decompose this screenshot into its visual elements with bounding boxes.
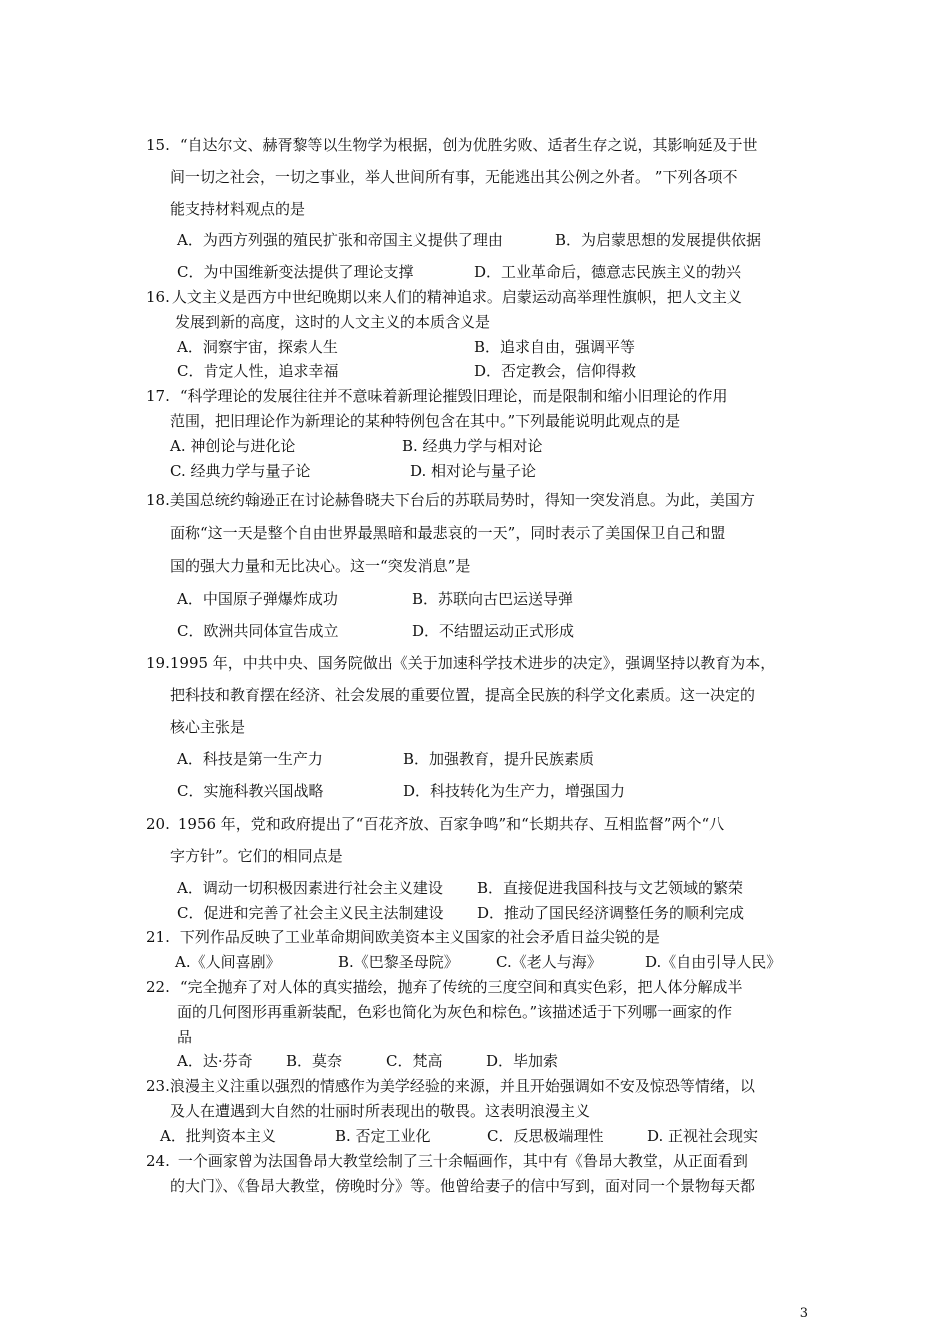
option-a: A．批判资本主义 — [160, 1127, 276, 1145]
question-number: 22. — [146, 978, 170, 996]
option-b: B．直接促进我国科技与文艺领域的繁荣 — [477, 879, 744, 897]
question-number: 16. — [146, 288, 170, 306]
question-15-line-1 — [146, 135, 758, 155]
option-c: C．梵高 — [386, 1052, 443, 1070]
option-d: D．否定教会，信仰得救 — [474, 362, 637, 380]
question-number: 19. — [146, 654, 170, 672]
question-21-text: 下列作品反映了工业革命期间欧美资本主义国家的社会矛盾日益尖锐的是 — [179, 928, 660, 946]
option-b: B．苏联向古巴运送导弹 — [412, 590, 574, 608]
question-19-text: 1995 年，中共中央、国务院做出《关于加速科学技术进步的决定》，强调坚持以教育为本， — [169, 654, 776, 672]
question-16-line-2: 发展到新的高度，这时的人文主义的本质含义是 — [175, 313, 491, 331]
question-17-line-1 — [146, 386, 728, 406]
question-22-line-2: 面的几何图形再重新装配，色彩也简化为灰色和棕色。”该描述适于下列哪一画家的作 — [177, 1003, 733, 1021]
question-20-line-1 — [146, 814, 724, 834]
option-a: A．为西方列强的殖民扩张和帝国主义提供了理由 — [177, 231, 503, 249]
option-a: A．调动一切积极因素进行社会主义建设 — [177, 879, 443, 897]
option-b: B．为启蒙思想的发展提供依据 — [555, 231, 762, 249]
question-23-text: 浪漫主义注重以强烈的情感作为美学经验的来源，并且开始强调如不安及惊恐等情绪，以 — [169, 1077, 755, 1095]
question-16-line-1 — [146, 287, 742, 307]
option-d: D．推动了国民经济调整任务的顺利完成 — [477, 904, 745, 922]
option-d: D. 相对论与量子论 — [410, 462, 537, 480]
option-d: D．不结盟运动正式形成 — [412, 622, 575, 640]
question-17-line-2: 范围，把旧理论作为新理论的某种特例包含在其中。”下列最能说明此观点的是 — [170, 412, 681, 430]
option-b: B．莫奈 — [286, 1052, 343, 1070]
question-22-line-1 — [146, 977, 743, 997]
question-number: 24. — [146, 1152, 170, 1170]
question-24-text: 一个画家曾为法国鲁昂大教堂绘制了三十余幅画作，其中有《鲁昂大教堂，从正面看到 — [177, 1152, 748, 1170]
option-c: C．实施科教兴国战略 — [177, 782, 324, 800]
question-24-line-2: 的大门》、《鲁昂大教堂，傍晚时分》等。他曾给妻子的信中写到，面对同一个景物每天都 — [170, 1177, 756, 1195]
question-23-line-2: 及人在遭遇到大自然的壮丽时所表现出的敬畏。这表明浪漫主义 — [170, 1102, 591, 1120]
option-a: A．洞察宇宙，探索人生 — [177, 338, 338, 356]
question-15-line-3: 能支持材料观点的是 — [170, 200, 306, 218]
question-18-line-1 — [146, 490, 755, 510]
option-b: B. 经典力学与相对论 — [402, 437, 543, 455]
question-18-text: 美国总统约翰逊正在讨论赫鲁晓夫下台后的苏联局势时，得知一突发消息。为此，美国方 — [169, 491, 755, 509]
question-18-line-2: 面称“这一天是整个自由世界最黑暗和最悲哀的一天”，同时表示了美国保卫自己和盟 — [170, 524, 726, 542]
option-d: D.《自由引导人民》 — [645, 953, 782, 971]
option-a: A．达·芬奇 — [177, 1052, 253, 1070]
option-c: C．反思极端理性 — [487, 1127, 604, 1145]
question-22-line-3: 品 — [177, 1028, 193, 1046]
question-19-line-2: 把科技和教育摆在经济、社会发展的重要位置，提高全民族的科学文化素质。这一决定的 — [170, 686, 756, 704]
option-b: B．追求自由，强调平等 — [474, 338, 636, 356]
question-number: 15. — [146, 136, 170, 154]
question-20-text: 1956 年，党和政府提出了“百花齐放、百家争鸣”和“长期共存、互相监督”两个“八 — [177, 815, 725, 833]
option-c: C．肯定人性，追求幸福 — [177, 362, 339, 380]
question-number: 23. — [146, 1077, 170, 1095]
option-d: D．毕加索 — [486, 1052, 559, 1070]
question-15-text: “自达尔文、赫胥黎等以生物学为根据，创为优胜劣败、适者生存之说，其影响延及于世 — [179, 136, 758, 154]
question-number: 20. — [146, 815, 170, 833]
option-d: D. 正视社会现实 — [647, 1127, 759, 1145]
option-c: C.《老人与海》 — [496, 953, 602, 971]
question-18-line-3: 国的强大力量和无比决心。这一“突发消息”是 — [170, 557, 471, 575]
option-a: A.《人间喜剧》 — [175, 953, 281, 971]
option-d: D．科技转化为生产力，增强国力 — [403, 782, 626, 800]
question-16-text: 人文主义是西方中世纪晚期以来人们的精神追求。启蒙运动高举理性旗帜，把人文主义 — [171, 288, 742, 306]
option-d: D．工业革命后，德意志民族主义的勃兴 — [474, 263, 742, 281]
option-a: A．中国原子弹爆炸成功 — [177, 590, 338, 608]
question-22-text: “完全抛弃了对人体的真实描绘，抛弃了传统的三度空间和真实色彩，把人体分解成半 — [179, 978, 743, 996]
option-c: C．欧洲共同体宣告成立 — [177, 622, 339, 640]
question-23-line-1 — [146, 1076, 755, 1096]
question-number: 18. — [146, 491, 170, 509]
page-number: 3 — [799, 1306, 808, 1321]
option-c: C．为中国维新变法提供了理论支撑 — [177, 263, 414, 281]
option-b: B．加强教育，提升民族素质 — [403, 750, 595, 768]
question-21-line-1 — [146, 927, 660, 947]
question-19-line-1 — [146, 653, 775, 673]
option-b: B.《巴黎圣母院》 — [338, 953, 459, 971]
option-a: A．科技是第一生产力 — [177, 750, 323, 768]
question-19-line-3: 核心主张是 — [170, 718, 246, 736]
question-24-line-1 — [146, 1151, 748, 1171]
option-c: C．促进和完善了社会主义民主法制建设 — [177, 904, 444, 922]
option-b: B. 否定工业化 — [335, 1127, 431, 1145]
question-15-line-2: 间一切之社会，一切之事业，举人世间所有事，无能逃出其公例之外者。 ”下列各项不 — [170, 168, 738, 186]
question-number: 17. — [146, 387, 170, 405]
question-20-line-2: 字方针”。它们的相同点是 — [170, 847, 343, 865]
option-c: C. 经典力学与量子论 — [170, 462, 311, 480]
option-a: A. 神创论与进化论 — [170, 437, 296, 455]
question-number: 21. — [146, 928, 170, 946]
question-17-text: “科学理论的发展往往并不意味着新理论摧毁旧理论，而是限制和缩小旧理论的作用 — [179, 387, 728, 405]
